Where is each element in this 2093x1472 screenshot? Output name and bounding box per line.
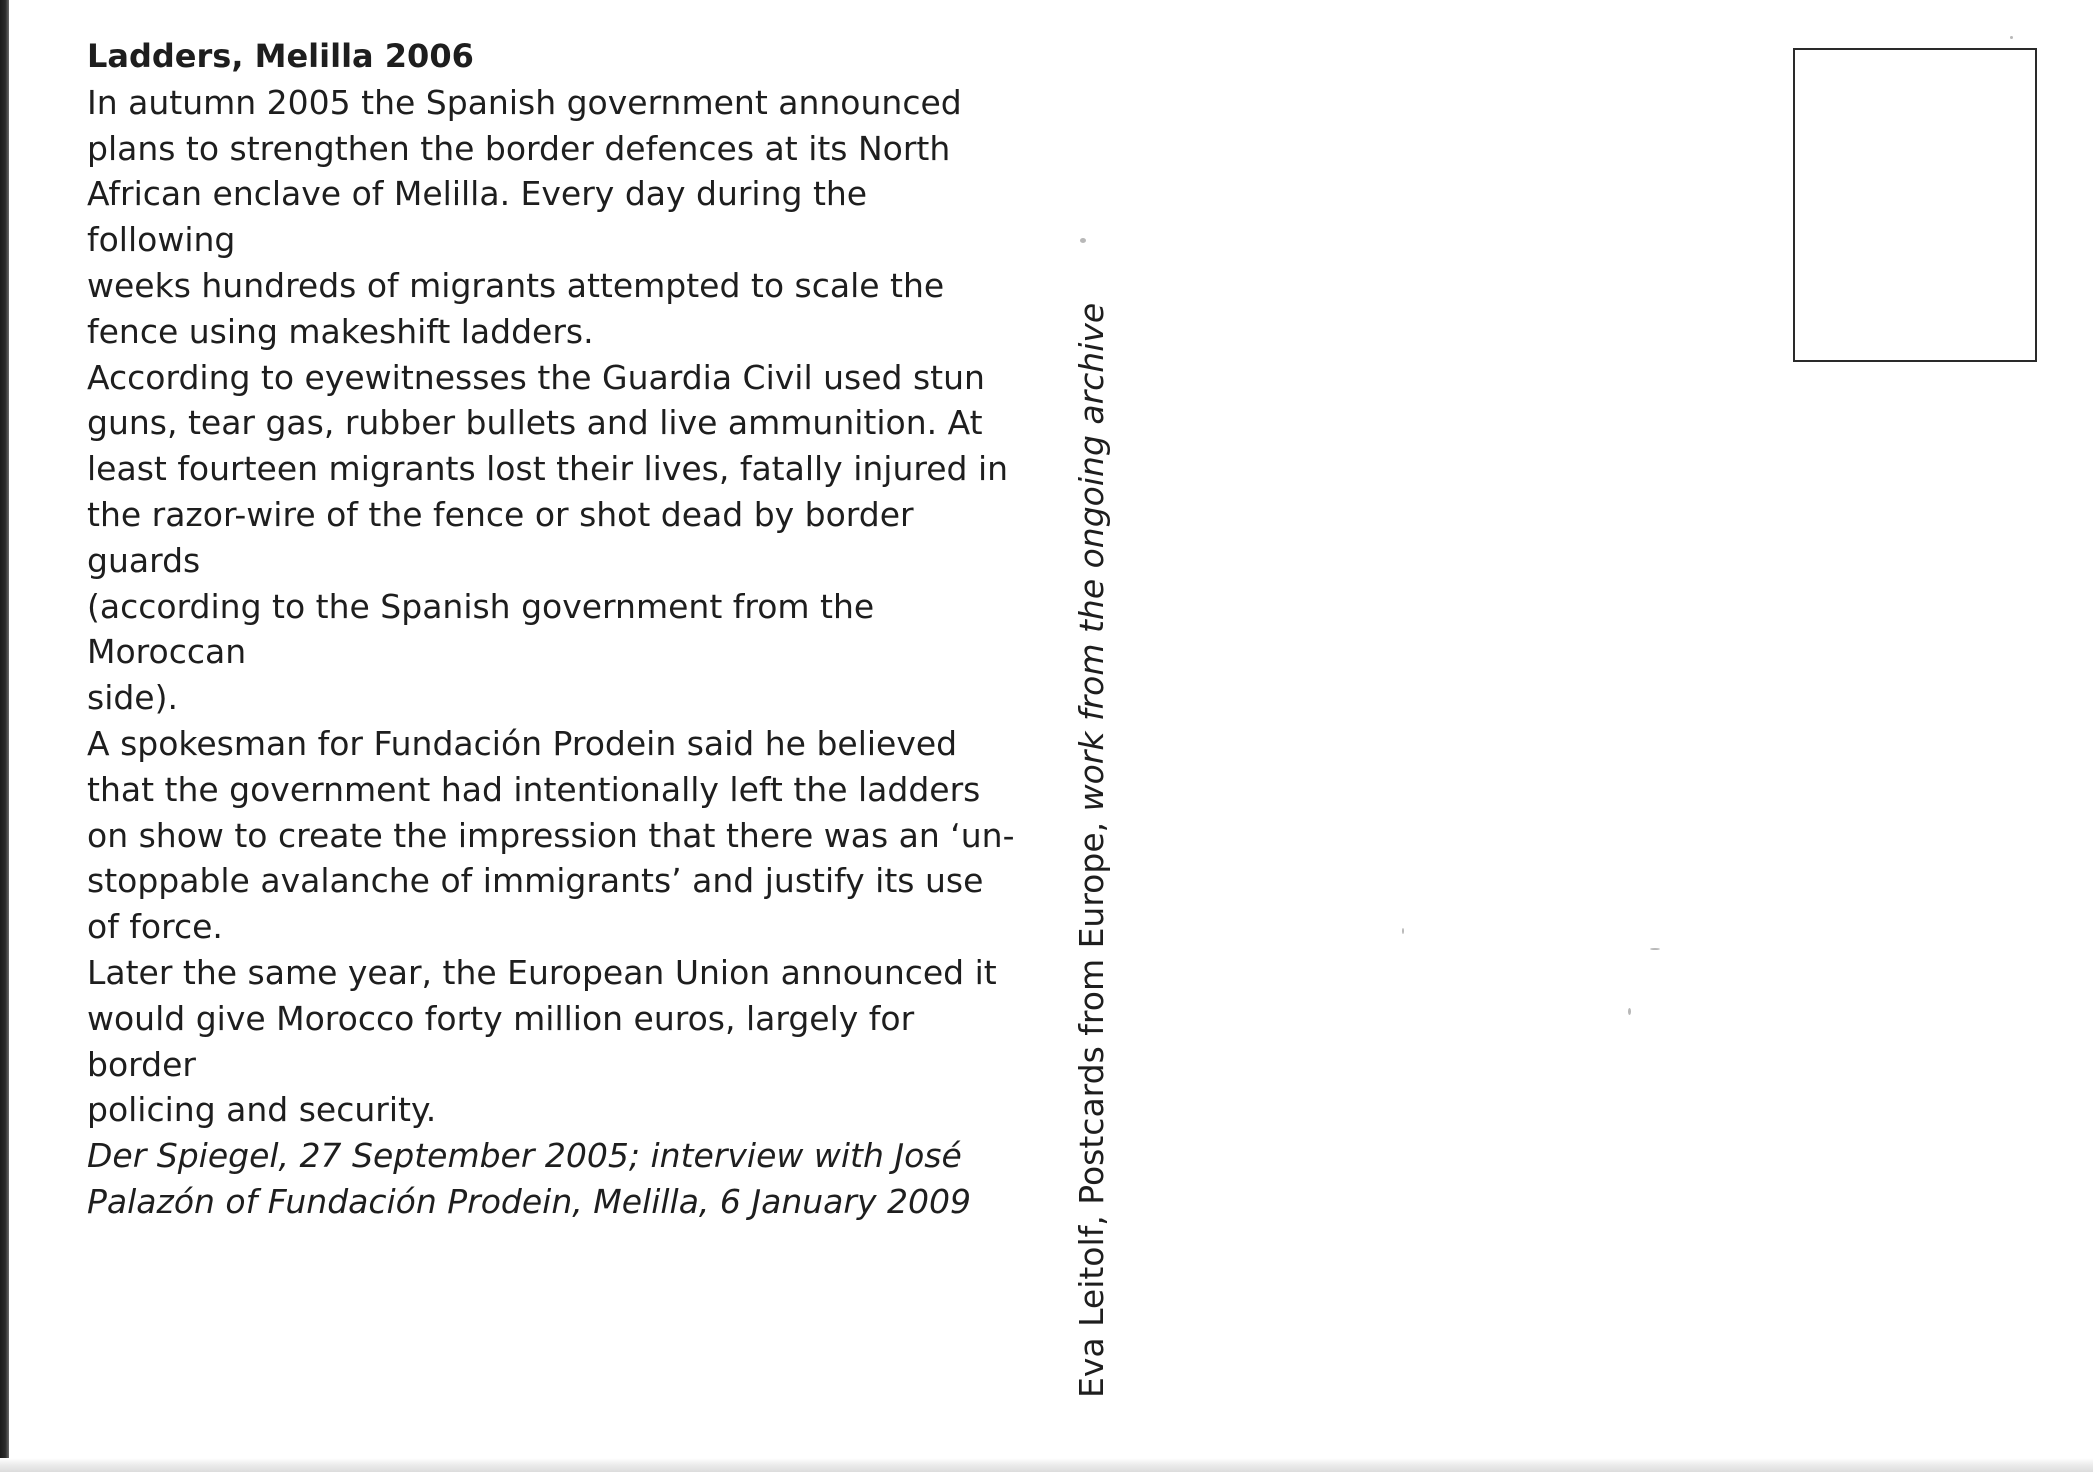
caption-paragraph-1: In autumn 2005 the Spanish government announced plans to strengthen the border defences at its North African enclave of Melilla. Every day during the following weeks hundreds of migrants attempted to scale the fence using makeshift ladders. bbox=[87, 82, 962, 351]
caption-paragraph-4: Later the same year, the European Union announced it would give Morocco forty million euros, largely for border policing and security. bbox=[87, 952, 997, 1130]
scan-speck bbox=[1402, 928, 1404, 934]
credit-plain: Eva Leitolf, Postcards from Europe, bbox=[1072, 811, 1111, 1398]
scan-bottom-edge bbox=[0, 1458, 2093, 1472]
caption-paragraph-2: According to eyewitnesses the Guardia Civil used stun guns, tear gas, rubber bullets and live ammunition. At least fourteen migrants lost their lives, fatally injured in the razor-wire of the fence or shot dead by border guards (according to the Spanish government from the Moroccan side). bbox=[87, 357, 1009, 718]
stamp-box bbox=[1793, 48, 2037, 362]
caption-title: Ladders, Melilla 2006 bbox=[87, 37, 474, 75]
credit-line bbox=[1072, 303, 1112, 1398]
scan-speck bbox=[1628, 1008, 1631, 1015]
scan-speck bbox=[1080, 238, 1086, 243]
scan-speck bbox=[2010, 36, 2013, 39]
scan-speck bbox=[1650, 948, 1660, 950]
scan-left-edge bbox=[0, 0, 9, 1472]
caption-paragraph-3: A spokesman for Fundación Prodein said he believed that the government had intentionally left the ladders on show to create the impression that there was an ‘un- stoppable avalanche of immigrants’ and justify its use of force. bbox=[87, 723, 1015, 947]
credit-italic: work from the ongoing archive bbox=[1072, 302, 1111, 812]
caption-source: Der Spiegel, 27 September 2005; interview with José Palazón of Fundación Prodein, Melilla, 6 January 2009 bbox=[87, 1136, 971, 1221]
caption-text-column bbox=[87, 34, 1017, 1225]
